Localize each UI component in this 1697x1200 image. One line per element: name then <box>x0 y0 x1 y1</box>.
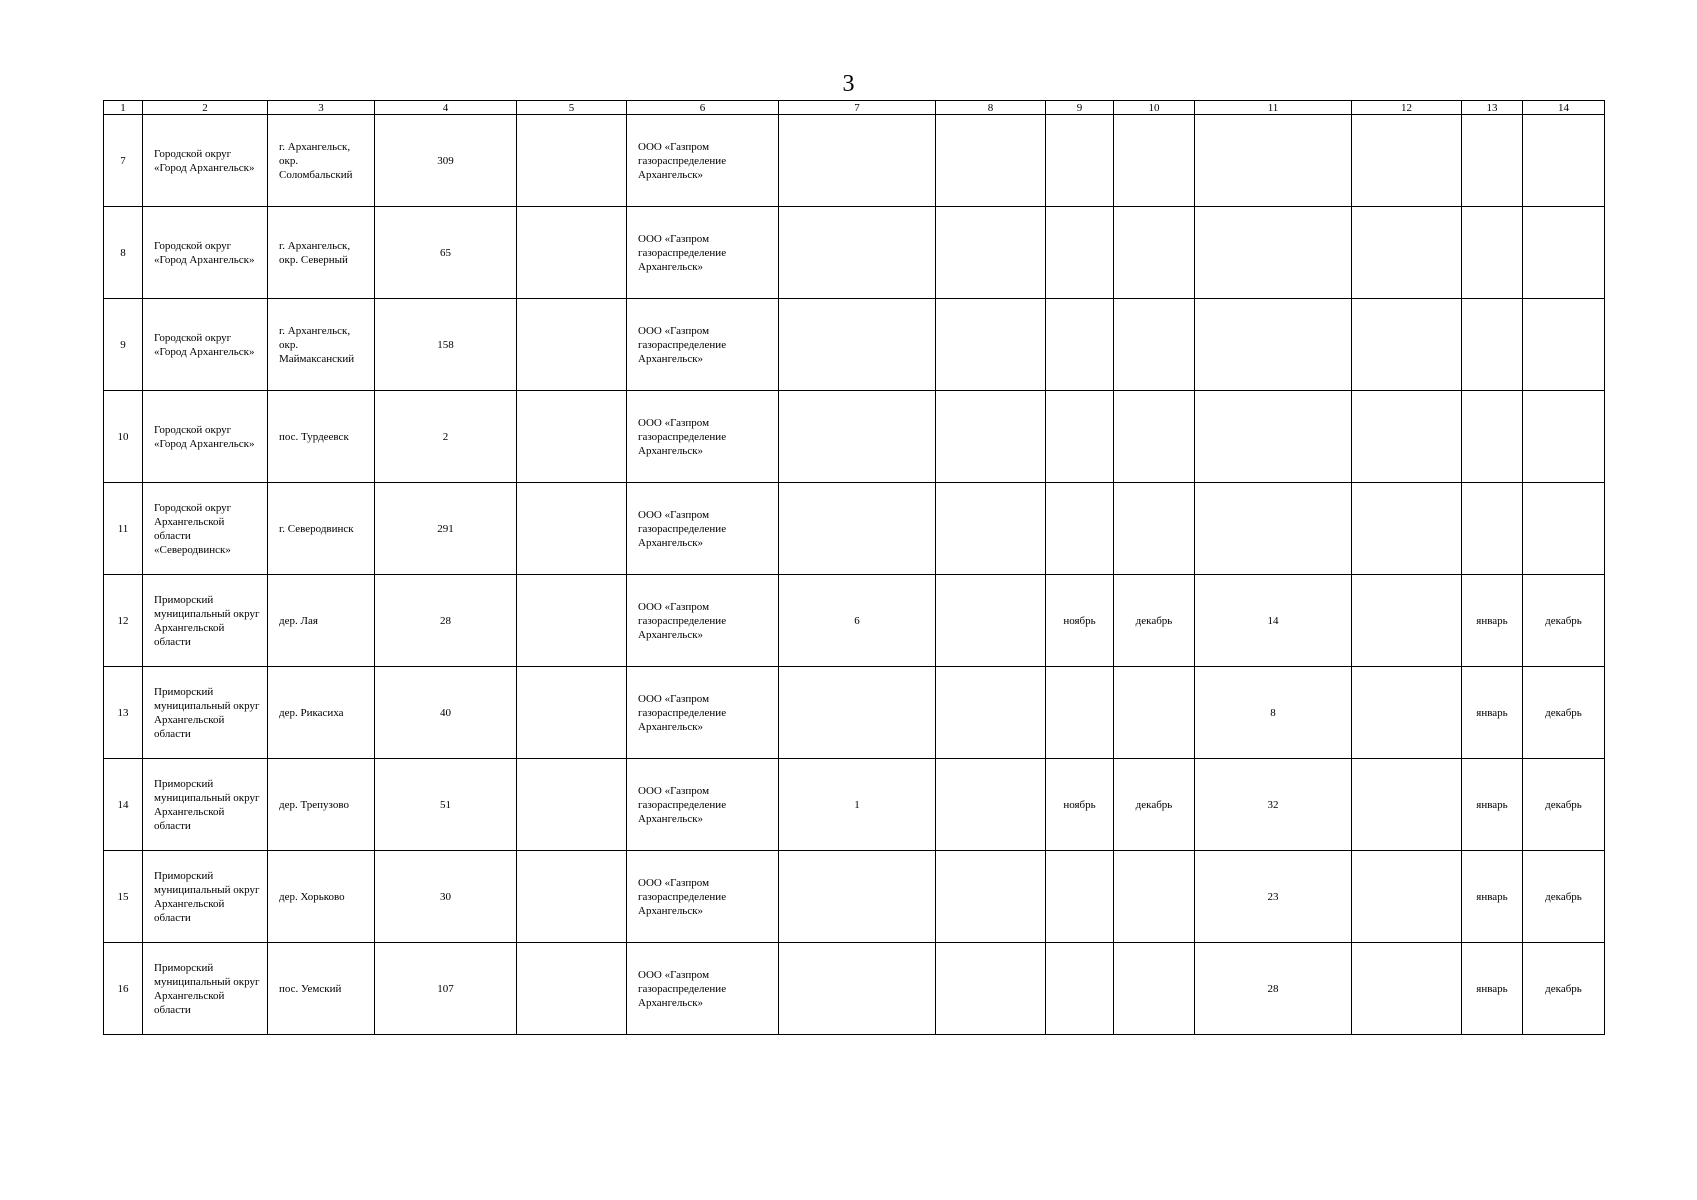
table-cell-col-12 <box>1352 667 1462 759</box>
column-header-11: 11 <box>1195 101 1352 115</box>
table-cell-col-1: 8 <box>104 207 143 299</box>
table-cell-col-10 <box>1114 115 1195 207</box>
table-cell-col-1: 10 <box>104 391 143 483</box>
table-cell-col-1: 7 <box>104 115 143 207</box>
table-cell-col-10: декабрь <box>1114 759 1195 851</box>
table-cell-col-11: 8 <box>1195 667 1352 759</box>
table-cell-col-4: 40 <box>375 667 517 759</box>
table-cell-col-14: декабрь <box>1523 667 1605 759</box>
table-cell-col-1: 11 <box>104 483 143 575</box>
table-cell-col-9 <box>1046 391 1114 483</box>
table-cell-col-7 <box>779 943 936 1035</box>
table-cell-col-7 <box>779 299 936 391</box>
table-cell-col-9 <box>1046 207 1114 299</box>
table-cell-col-3: г. Архангельск, окр. Маймаксанский <box>268 299 375 391</box>
table-cell-col-10 <box>1114 667 1195 759</box>
table-cell-col-13 <box>1462 483 1523 575</box>
table-cell-col-10 <box>1114 391 1195 483</box>
table-cell-col-9 <box>1046 851 1114 943</box>
table-cell-col-4: 2 <box>375 391 517 483</box>
table-cell-col-12 <box>1352 575 1462 667</box>
table-cell-col-5 <box>517 943 627 1035</box>
table-cell-col-4: 65 <box>375 207 517 299</box>
table-cell-col-14: декабрь <box>1523 943 1605 1035</box>
table-cell-col-7 <box>779 851 936 943</box>
table-row <box>104 207 1605 299</box>
table-cell-col-10 <box>1114 851 1195 943</box>
table-cell-col-5 <box>517 667 627 759</box>
table-cell-col-13 <box>1462 115 1523 207</box>
table-cell-col-4: 309 <box>375 115 517 207</box>
table-cell-col-9: ноябрь <box>1046 759 1114 851</box>
table-cell-col-13 <box>1462 299 1523 391</box>
table-cell-col-13: январь <box>1462 667 1523 759</box>
table-cell-col-11: 28 <box>1195 943 1352 1035</box>
table-cell-col-3: г. Архангельск, окр. Соломбальский <box>268 115 375 207</box>
table-cell-col-3: г. Архангельск, окр. Северный <box>268 207 375 299</box>
table-cell-col-7 <box>779 483 936 575</box>
table-cell-col-4: 51 <box>375 759 517 851</box>
column-header-4: 4 <box>375 101 517 115</box>
table-cell-col-5 <box>517 207 627 299</box>
column-header-8: 8 <box>936 101 1046 115</box>
table-cell-col-5 <box>517 115 627 207</box>
table-cell-col-10 <box>1114 299 1195 391</box>
table-cell-col-11: 14 <box>1195 575 1352 667</box>
table-cell-col-13: январь <box>1462 851 1523 943</box>
table-row <box>104 115 1605 207</box>
table-row <box>104 667 1605 759</box>
table-cell-col-11 <box>1195 207 1352 299</box>
table-cell-col-1: 13 <box>104 667 143 759</box>
table-cell-col-7 <box>779 115 936 207</box>
table-cell-col-1: 9 <box>104 299 143 391</box>
column-header-5: 5 <box>517 101 627 115</box>
table-cell-col-5 <box>517 851 627 943</box>
table-cell-col-11: 23 <box>1195 851 1352 943</box>
table-cell-col-4: 291 <box>375 483 517 575</box>
table-cell-col-8 <box>936 851 1046 943</box>
table-cell-col-9 <box>1046 483 1114 575</box>
table-cell-col-14 <box>1523 115 1605 207</box>
table-cell-col-8 <box>936 115 1046 207</box>
table-cell-col-9: ноябрь <box>1046 575 1114 667</box>
table-cell-col-11: 32 <box>1195 759 1352 851</box>
table-cell-col-2: Городской округ «Город Архангельск» <box>143 299 268 391</box>
column-header-13: 13 <box>1462 101 1523 115</box>
table-cell-col-13: январь <box>1462 943 1523 1035</box>
table-cell-col-9 <box>1046 115 1114 207</box>
table-cell-col-10 <box>1114 483 1195 575</box>
table-cell-col-3: пос. Уемский <box>268 943 375 1035</box>
table-cell-col-10 <box>1114 207 1195 299</box>
table-cell-col-2: Городской округ Архангельской области «Северодвинск» <box>143 483 268 575</box>
table-cell-col-6: ООО «Газпром газораспределение Архангельск» <box>627 759 779 851</box>
table-cell-col-10: декабрь <box>1114 575 1195 667</box>
table-cell-col-12 <box>1352 943 1462 1035</box>
table-header <box>104 101 1605 115</box>
table-cell-col-2: Приморский муниципальный округ Архангельской области <box>143 759 268 851</box>
table-cell-col-1: 15 <box>104 851 143 943</box>
table-cell-col-11 <box>1195 391 1352 483</box>
table-row <box>104 759 1605 851</box>
table-row <box>104 575 1605 667</box>
table-cell-col-8 <box>936 391 1046 483</box>
column-header-7: 7 <box>779 101 936 115</box>
table-cell-col-8 <box>936 483 1046 575</box>
table-cell-col-8 <box>936 207 1046 299</box>
table-row <box>104 483 1605 575</box>
table-cell-col-7 <box>779 207 936 299</box>
table-cell-col-7 <box>779 667 936 759</box>
table-cell-col-8 <box>936 299 1046 391</box>
table-cell-col-4: 158 <box>375 299 517 391</box>
table-cell-col-12 <box>1352 483 1462 575</box>
table-cell-col-6: ООО «Газпром газораспределение Архангельск» <box>627 943 779 1035</box>
data-table <box>103 100 1605 1035</box>
table-cell-col-1: 14 <box>104 759 143 851</box>
table-cell-col-13 <box>1462 391 1523 483</box>
table-cell-col-9 <box>1046 299 1114 391</box>
table-cell-col-11 <box>1195 115 1352 207</box>
table-cell-col-2: Приморский муниципальный округ Архангельской области <box>143 943 268 1035</box>
table-cell-col-7 <box>779 391 936 483</box>
table-cell-col-12 <box>1352 851 1462 943</box>
table-cell-col-2: Приморский муниципальный округ Архангельской области <box>143 851 268 943</box>
column-header-1: 1 <box>104 101 143 115</box>
table-row <box>104 943 1605 1035</box>
table-cell-col-6: ООО «Газпром газораспределение Архангельск» <box>627 115 779 207</box>
table-cell-col-2: Приморский муниципальный округ Архангельской области <box>143 575 268 667</box>
column-header-10: 10 <box>1114 101 1195 115</box>
table-row <box>104 851 1605 943</box>
table-cell-col-11 <box>1195 299 1352 391</box>
table-cell-col-3: дер. Лая <box>268 575 375 667</box>
table-cell-col-12 <box>1352 391 1462 483</box>
table-cell-col-14 <box>1523 299 1605 391</box>
table-cell-col-3: дер. Трепузово <box>268 759 375 851</box>
table-cell-col-4: 30 <box>375 851 517 943</box>
table-cell-col-12 <box>1352 207 1462 299</box>
table-cell-col-5 <box>517 759 627 851</box>
table-cell-col-3: г. Северодвинск <box>268 483 375 575</box>
table-cell-col-1: 16 <box>104 943 143 1035</box>
table-row <box>104 391 1605 483</box>
table-cell-col-13: январь <box>1462 575 1523 667</box>
table-cell-col-2: Городской округ «Город Архангельск» <box>143 391 268 483</box>
table-cell-col-6: ООО «Газпром газораспределение Архангельск» <box>627 391 779 483</box>
table-cell-col-4: 28 <box>375 575 517 667</box>
table-cell-col-7: 6 <box>779 575 936 667</box>
table-cell-col-6: ООО «Газпром газораспределение Архангельск» <box>627 575 779 667</box>
table-cell-col-12 <box>1352 759 1462 851</box>
column-header-12: 12 <box>1352 101 1462 115</box>
column-header-2: 2 <box>143 101 268 115</box>
table-cell-col-5 <box>517 299 627 391</box>
table-cell-col-14 <box>1523 207 1605 299</box>
table-cell-col-6: ООО «Газпром газораспределение Архангельск» <box>627 207 779 299</box>
table-cell-col-3: дер. Рикасиха <box>268 667 375 759</box>
table-cell-col-8 <box>936 575 1046 667</box>
table-cell-col-11 <box>1195 483 1352 575</box>
table-cell-col-2: Городской округ «Город Архангельск» <box>143 115 268 207</box>
column-header-3: 3 <box>268 101 375 115</box>
column-header-14: 14 <box>1523 101 1605 115</box>
table-cell-col-6: ООО «Газпром газораспределение Архангельск» <box>627 299 779 391</box>
table-cell-col-4: 107 <box>375 943 517 1035</box>
table-cell-col-3: дер. Хорьково <box>268 851 375 943</box>
table-body <box>104 115 1605 1035</box>
table-cell-col-6: ООО «Газпром газораспределение Архангельск» <box>627 483 779 575</box>
table-cell-col-13 <box>1462 207 1523 299</box>
table-cell-col-7: 1 <box>779 759 936 851</box>
column-header-6: 6 <box>627 101 779 115</box>
table-cell-col-1: 12 <box>104 575 143 667</box>
table-cell-col-6: ООО «Газпром газораспределение Архангельск» <box>627 851 779 943</box>
table-row <box>104 299 1605 391</box>
table-cell-col-5 <box>517 483 627 575</box>
table-cell-col-2: Приморский муниципальный округ Архангельской области <box>143 667 268 759</box>
table-cell-col-10 <box>1114 943 1195 1035</box>
table-cell-col-14: декабрь <box>1523 575 1605 667</box>
table-cell-col-5 <box>517 575 627 667</box>
table-cell-col-2: Городской округ «Город Архангельск» <box>143 207 268 299</box>
table-cell-col-14: декабрь <box>1523 759 1605 851</box>
column-number-row <box>104 101 1605 115</box>
table-cell-col-6: ООО «Газпром газораспределение Архангельск» <box>627 667 779 759</box>
table-cell-col-8 <box>936 943 1046 1035</box>
table-cell-col-9 <box>1046 943 1114 1035</box>
table-cell-col-13: январь <box>1462 759 1523 851</box>
table-cell-col-12 <box>1352 299 1462 391</box>
table-cell-col-14 <box>1523 483 1605 575</box>
table-cell-col-14 <box>1523 391 1605 483</box>
table-cell-col-8 <box>936 759 1046 851</box>
table-cell-col-8 <box>936 667 1046 759</box>
table-cell-col-5 <box>517 391 627 483</box>
table-cell-col-14: декабрь <box>1523 851 1605 943</box>
page-number: 3 <box>842 71 855 97</box>
table-cell-col-9 <box>1046 667 1114 759</box>
column-header-9: 9 <box>1046 101 1114 115</box>
table-cell-col-3: пос. Турдеевск <box>268 391 375 483</box>
table-cell-col-12 <box>1352 115 1462 207</box>
